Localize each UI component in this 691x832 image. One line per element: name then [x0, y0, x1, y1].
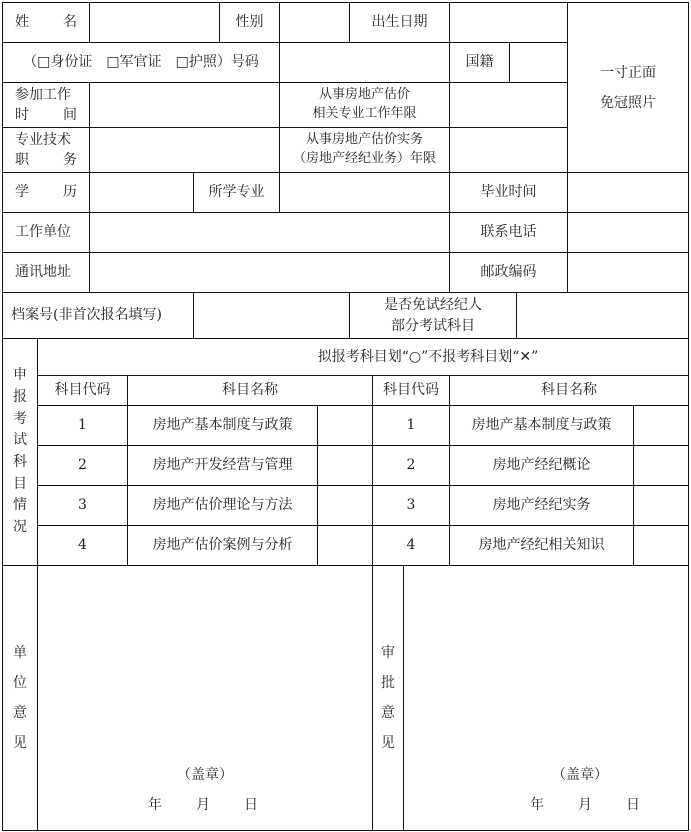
subject-code-text: 3 — [78, 497, 87, 514]
employer-field[interactable] — [89, 212, 450, 253]
exam-label-char: 目 — [13, 475, 27, 492]
subject-name-text: 房地产基本制度与政策 — [152, 417, 293, 434]
education-label — [2, 172, 90, 213]
file-number-label-text: 档案号(非首次报名填写) — [11, 307, 162, 324]
right-subject-name — [449, 485, 634, 526]
approval-date — [530, 794, 640, 814]
nationality-field[interactable] — [509, 42, 568, 83]
unit-date — [148, 794, 258, 814]
subject-name-text: 房地产估价理论与方法 — [152, 497, 293, 514]
exam-label-char: 情 — [13, 497, 27, 514]
work-start-label — [2, 82, 90, 128]
header-name-right-text: 科目名称 — [541, 382, 597, 399]
major-label-text: 所学专业 — [208, 184, 265, 201]
header-code-left-text: 科目代码 — [54, 382, 111, 399]
right-subject-mark-field[interactable] — [633, 445, 689, 486]
spacer — [162, 794, 196, 814]
left-subject-code — [37, 485, 128, 526]
practice-years-field[interactable] — [449, 127, 568, 173]
left-subject-mark-field[interactable] — [317, 525, 373, 566]
left-subject-mark-field[interactable] — [317, 445, 373, 486]
subject-name-text: 房地产经纪实务 — [492, 497, 591, 514]
cross-icon: ✕ — [519, 348, 532, 365]
approval-date-day: 日 — [626, 797, 640, 813]
spacer — [544, 794, 578, 814]
header-name-left — [127, 375, 373, 406]
exam-label-char: 报 — [13, 388, 27, 405]
unit-stamp-label: （盖章） — [177, 767, 233, 783]
exam-instruction — [37, 338, 689, 376]
subject-name-text: 房地产开发经营与管理 — [152, 457, 293, 474]
phone-field[interactable] — [567, 212, 689, 253]
spacer — [210, 794, 244, 814]
right-subject-code — [372, 445, 450, 486]
name-label-char-2: 名 — [63, 14, 77, 31]
unit-opinion-char: 位 — [13, 675, 27, 691]
exam-section-label — [2, 338, 38, 566]
exemption-label — [349, 292, 517, 339]
approval-opinion-char: 批 — [381, 675, 395, 691]
postcode-field[interactable] — [567, 252, 689, 293]
unit-date-month: 月 — [196, 797, 210, 813]
birth-date-label — [349, 2, 450, 43]
exemption-line2: 部分考试科目 — [391, 317, 475, 334]
tech-title-char-b: 务 — [63, 152, 77, 168]
right-subject-code — [372, 485, 450, 526]
exam-label-char: 申 — [13, 367, 27, 384]
subject-code-text: 4 — [406, 537, 416, 554]
address-label-text: 通讯地址 — [15, 264, 71, 281]
practice-years-line2: （房地产经纪业务）年限 — [292, 151, 436, 166]
work-start-label-line2 — [15, 105, 77, 125]
education-field[interactable] — [89, 172, 194, 213]
related-years-label — [279, 82, 450, 128]
right-subject-code — [372, 525, 450, 566]
birth-date-field[interactable] — [449, 2, 568, 43]
graduation-field[interactable] — [567, 172, 689, 213]
address-label — [2, 252, 90, 293]
approval-opinion-char: 意 — [381, 705, 395, 721]
subject-name-text: 房地产估价案例与分析 — [152, 537, 293, 554]
employer-label — [2, 212, 90, 253]
file-number-label — [2, 292, 194, 339]
unit-opinion-field[interactable] — [37, 565, 373, 831]
left-subject-code — [37, 405, 128, 446]
work-start-field[interactable] — [89, 82, 280, 128]
header-code-left — [37, 375, 128, 406]
phone-label — [449, 212, 568, 253]
name-field[interactable] — [89, 2, 220, 43]
left-subject-name — [127, 405, 318, 446]
left-subject-code — [37, 525, 128, 566]
graduation-label — [449, 172, 568, 213]
nationality-label-text: 国籍 — [465, 54, 494, 71]
subject-name-text: 房地产经纪相关知识 — [478, 537, 605, 554]
left-subject-name — [127, 485, 318, 526]
approval-opinion-char: 审 — [381, 645, 395, 661]
nationality-label — [449, 42, 510, 83]
approval-opinion-field[interactable] — [403, 565, 689, 831]
education-char-a: 学 — [15, 184, 29, 201]
approval-date-year: 年 — [530, 797, 544, 813]
id-number-field[interactable] — [279, 42, 450, 83]
left-subject-name — [127, 525, 318, 566]
header-code-right — [372, 375, 450, 406]
subject-code-text: 1 — [406, 417, 416, 434]
unit-date-year: 年 — [148, 797, 162, 813]
tech-title-label-line2 — [15, 150, 77, 170]
practice-years-label — [279, 127, 450, 173]
subject-name-text: 房地产经纪概论 — [492, 457, 591, 474]
subject-code-text: 3 — [406, 497, 416, 514]
subject-code-text: 2 — [406, 457, 416, 474]
tech-title-char-a: 职 — [15, 152, 29, 168]
phone-label-text: 联系电话 — [480, 224, 537, 241]
education-char-b: 历 — [63, 184, 77, 201]
name-label-char-1: 姓 — [15, 14, 29, 31]
related-years-field[interactable] — [449, 82, 568, 128]
left-subject-name — [127, 445, 318, 486]
approval-date-month: 月 — [578, 797, 592, 813]
instruction-prefix: 拟报考科目划“○”不报考科目划“ — [317, 348, 520, 365]
tech-title-label-line1: 专业技术 — [15, 131, 71, 148]
exam-label-char: 科 — [13, 454, 27, 470]
id-type-label — [2, 42, 280, 83]
photo-text-line2: 免冠照片 — [600, 94, 656, 111]
right-subject-mark-field[interactable] — [633, 485, 689, 526]
approval-opinion-label — [372, 565, 404, 831]
exam-label-char: 试 — [13, 432, 27, 449]
unit-date-day: 日 — [244, 797, 258, 813]
approval-opinion-char: 见 — [381, 735, 395, 751]
postcode-label-text: 邮政编码 — [480, 264, 537, 281]
exam-label-char: 况 — [13, 519, 27, 536]
related-years-line2: 相关专业工作年限 — [312, 106, 417, 121]
practice-years-line1: 从事房地产估价实务 — [305, 132, 423, 148]
spacer — [592, 794, 626, 814]
exemption-line1: 是否免试经纪人 — [384, 297, 482, 314]
left-subject-code — [37, 445, 128, 486]
header-code-right-text: 科目代码 — [383, 382, 439, 399]
exemption-field[interactable] — [516, 292, 689, 339]
unit-opinion-label — [2, 565, 38, 831]
subject-code-text: 2 — [78, 457, 87, 474]
header-name-right — [449, 375, 689, 406]
exam-label-char: 考 — [13, 410, 27, 427]
gender-label-text: 性别 — [235, 14, 264, 31]
right-subject-code — [372, 405, 450, 446]
postcode-label — [449, 252, 568, 293]
right-subject-mark-field[interactable] — [633, 405, 689, 446]
left-subject-mark-field[interactable] — [317, 485, 373, 526]
photo-text-line1: 一寸正面 — [600, 64, 656, 81]
gender-label — [219, 2, 280, 43]
name-label — [2, 2, 90, 43]
work-start-char-a: 时 — [15, 107, 29, 123]
right-subject-mark-field[interactable] — [633, 525, 689, 566]
unit-opinion-char: 单 — [13, 645, 27, 661]
id-type-label-text: （□身份证 □军官证 □护照）号码 — [23, 54, 259, 71]
unit-opinion-char: 见 — [13, 735, 27, 751]
instruction-suffix: ” — [531, 348, 539, 365]
address-field[interactable] — [89, 252, 450, 293]
work-start-label-line1: 参加工作 — [15, 86, 71, 103]
related-years-line1: 从事房地产估价 — [318, 87, 410, 103]
file-number-field[interactable] — [193, 292, 350, 339]
graduation-label-text: 毕业时间 — [480, 184, 537, 201]
employer-label-text: 工作单位 — [15, 224, 71, 241]
subject-name-text: 房地产基本制度与政策 — [471, 417, 612, 434]
subject-code-text: 4 — [78, 537, 87, 554]
tech-title-field[interactable] — [89, 127, 280, 173]
birth-date-label-text: 出生日期 — [371, 14, 428, 31]
right-subject-name — [449, 525, 634, 566]
unit-opinion-char: 意 — [13, 705, 27, 721]
right-subject-name — [449, 405, 634, 446]
subject-code-text: 1 — [78, 417, 87, 434]
tech-title-label — [2, 127, 90, 173]
photo-box[interactable] — [567, 2, 689, 173]
left-subject-mark-field[interactable] — [317, 405, 373, 446]
major-label — [193, 172, 280, 213]
header-name-left-text: 科目名称 — [222, 382, 278, 399]
work-start-char-b: 间 — [63, 107, 77, 123]
gender-field[interactable] — [279, 2, 350, 43]
right-subject-name — [449, 445, 634, 486]
approval-stamp-label: （盖章） — [552, 767, 608, 783]
major-field[interactable] — [279, 172, 450, 213]
